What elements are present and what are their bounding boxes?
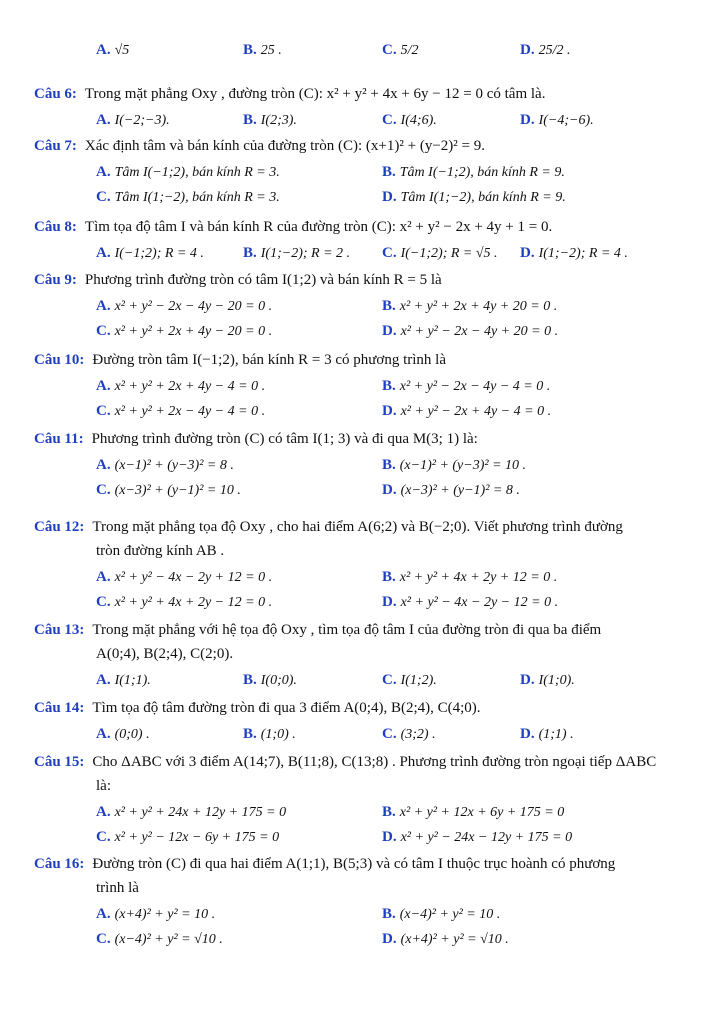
question-stem (34, 270, 442, 290)
answer-option-b[interactable] (243, 670, 297, 691)
question-text: Trong mặt phẳng tọa độ Oxy , cho hai điểm A(6;2) và B(−2;0). Viết phương trình đường (92, 519, 623, 535)
answer-option-d[interactable] (382, 480, 520, 501)
question-number: Câu 7: (34, 138, 77, 154)
option-text: (x−3)² + (y−1)² = 10 . (114, 483, 241, 498)
question-number: Câu 11: (34, 431, 84, 447)
option-text: x² + y² + 24x + 12y + 175 = 0 (114, 805, 287, 820)
option-text: x² + y² + 2x + 4y + 20 = 0 . (399, 299, 558, 314)
answer-option-d[interactable] (520, 670, 575, 691)
option-text: (x−4)² + y² = √10 . (114, 932, 223, 947)
question-text: Cho ΔABC với 3 điểm A(14;7), B(11;8), C(13;8) . Phương trình đường tròn ngoại tiếp ΔABC (92, 754, 657, 770)
option-text: x² + y² − 2x − 4y + 20 = 0 . (400, 324, 559, 339)
answer-option-d[interactable] (382, 929, 509, 950)
option-label: B. (243, 112, 257, 128)
option-text: (x+4)² + y² = √10 . (400, 932, 509, 947)
question-text-continued: là: (96, 778, 111, 794)
option-text: I(1;−2); R = 2 . (260, 246, 351, 261)
question-stem (34, 350, 446, 370)
answer-option-c[interactable] (382, 110, 437, 131)
question-text: Phương trình đường tròn có tâm I(1;2) và bán kính R = 5 là (84, 272, 442, 288)
question-text-continued: A(0;4), B(2;4), C(2;0). (96, 646, 234, 662)
option-label: B. (382, 457, 396, 473)
option-text: 25/2 . (538, 43, 571, 58)
answer-option-b[interactable] (382, 296, 557, 317)
answer-option-d[interactable] (382, 401, 551, 422)
option-label: C. (96, 829, 111, 845)
option-label: C. (382, 672, 397, 688)
option-label: B. (382, 906, 396, 922)
option-text: I(1;−2); R = 4 . (538, 246, 628, 261)
answer-option-b[interactable] (382, 455, 526, 476)
option-label: C. (382, 726, 397, 742)
option-label: D. (382, 189, 397, 205)
answer-option-a[interactable] (96, 296, 272, 317)
answer-option-a[interactable] (96, 670, 151, 691)
answer-option-a[interactable] (96, 376, 265, 397)
answer-option-a[interactable] (96, 724, 150, 745)
answer-option-d[interactable] (520, 40, 570, 61)
option-label: C. (96, 403, 111, 419)
question-number: Câu 13: (34, 622, 85, 638)
option-text: 5/2 (400, 43, 419, 58)
option-text: x² + y² + 2x + 4y − 20 = 0 . (114, 324, 273, 339)
option-text: (1;1) . (538, 727, 574, 742)
question-stem (34, 517, 623, 537)
answer-option-a[interactable] (96, 110, 170, 131)
option-label: A. (96, 726, 111, 742)
option-label: C. (382, 112, 397, 128)
option-label: D. (520, 672, 535, 688)
question-stem (34, 136, 485, 156)
option-text: (x−3)² + (y−1)² = 8 . (400, 483, 520, 498)
option-text: x² + y² − 4x − 2y + 12 = 0 . (114, 570, 273, 585)
option-text: x² + y² − 4x − 2y − 12 = 0 . (400, 595, 559, 610)
option-text: I(−4;−6). (538, 113, 594, 128)
question-text: Trong mặt phẳng với hệ tọa độ Oxy , tìm tọa độ tâm I của đường tròn đi qua ba điểm (92, 622, 602, 638)
option-label: B. (243, 672, 257, 688)
answer-option-c[interactable] (96, 480, 241, 501)
answer-option-c[interactable] (96, 321, 272, 342)
answer-option-a[interactable] (96, 904, 215, 925)
answer-option-c[interactable] (382, 40, 418, 61)
option-text: x² + y² + 4x + 2y − 12 = 0 . (114, 595, 273, 610)
answer-option-c[interactable] (96, 827, 279, 848)
question-number: Câu 14: (34, 700, 85, 716)
question-stem (34, 620, 601, 640)
question-stem (34, 84, 545, 104)
option-text: 25 . (260, 43, 282, 58)
question-text: Đường tròn (C) đi qua hai điểm A(1;1), B(5;3) và có tâm I thuộc trục hoành có phương (92, 856, 616, 872)
option-label: A. (96, 112, 111, 128)
question-stem (34, 698, 481, 718)
answer-option-a[interactable] (96, 40, 129, 61)
option-text: I(4;6). (400, 113, 437, 128)
answer-option-b[interactable] (243, 110, 297, 131)
option-label: B. (382, 378, 396, 394)
option-text: x² + y² − 2x − 4y − 20 = 0 . (114, 299, 273, 314)
option-label: C. (96, 931, 111, 947)
question-number: Câu 16: (34, 856, 85, 872)
option-label: A. (96, 804, 111, 820)
question-text-continued: tròn đường kính AB . (96, 543, 225, 559)
answer-option-b[interactable] (382, 802, 564, 823)
question-number: Câu 8: (34, 219, 77, 235)
option-text: (0;0) . (114, 727, 150, 742)
question-number: Câu 9: (34, 272, 77, 288)
question-number: Câu 15: (34, 754, 85, 770)
question-text: Xác định tâm và bán kính của đường tròn (C): (x+1)² + (y−2)² = 9. (84, 138, 485, 154)
question-stem (34, 854, 615, 874)
answer-option-b[interactable] (243, 243, 350, 264)
option-label: B. (382, 804, 396, 820)
option-text: x² + y² + 2x − 4y − 4 = 0 . (114, 404, 266, 419)
question-stem (34, 752, 656, 772)
option-label: A. (96, 42, 111, 58)
question-number: Câu 10: (34, 352, 85, 368)
answer-option-b[interactable] (382, 904, 500, 925)
question-number: Câu 12: (34, 519, 85, 535)
option-text: x² + y² + 2x + 4y − 4 = 0 . (114, 379, 266, 394)
option-label: A. (96, 378, 111, 394)
option-label: C. (96, 482, 111, 498)
question-text: Tìm tọa độ tâm I và bán kính R của đường tròn (C): x² + y² − 2x + 4y + 1 = 0. (84, 219, 553, 235)
option-label: A. (96, 457, 111, 473)
option-text: (x−4)² + y² = 10 . (399, 907, 501, 922)
option-text: (3;2) . (400, 727, 436, 742)
option-label: B. (243, 245, 257, 261)
option-label: D. (382, 403, 397, 419)
option-label: D. (382, 829, 397, 845)
option-label: D. (520, 245, 535, 261)
answer-option-d[interactable] (520, 243, 628, 264)
option-text: (1;0) . (260, 727, 296, 742)
question-stem (34, 429, 478, 449)
option-label: B. (243, 42, 257, 58)
option-text: x² + y² − 24x − 12y + 175 = 0 (400, 830, 573, 845)
option-text: I(−1;2); R = 4 . (114, 246, 204, 261)
answer-option-d[interactable] (382, 187, 566, 208)
question-number: Câu 6: (34, 86, 77, 102)
option-label: A. (96, 569, 111, 585)
answer-option-a[interactable] (96, 455, 234, 476)
option-text: x² + y² − 12x − 6y + 175 = 0 (114, 830, 280, 845)
answer-option-c[interactable] (96, 929, 223, 950)
option-text: I(0;0). (260, 673, 297, 688)
question-text: Tìm tọa độ tâm đường tròn đi qua 3 điểm A(0;4), B(2;4), C(4;0). (92, 700, 481, 716)
option-label: C. (382, 245, 397, 261)
answer-option-b[interactable] (382, 567, 557, 588)
option-text: I(1;2). (400, 673, 437, 688)
option-label: A. (96, 298, 111, 314)
option-text: Tâm I(−1;2), bán kính R = 3. (114, 165, 280, 180)
answer-option-c[interactable] (382, 670, 437, 691)
option-text: √5 (114, 43, 130, 58)
option-label: D. (382, 482, 397, 498)
option-text: Tâm I(−1;2), bán kính R = 9. (399, 165, 565, 180)
option-label: C. (96, 189, 111, 205)
option-text: I(1;1). (114, 673, 151, 688)
question-text: Trong mặt phẳng Oxy , đường tròn (C): x² + y² + 4x + 6y − 12 = 0 có tâm là. (84, 86, 546, 102)
option-label: B. (382, 298, 396, 314)
option-label: D. (382, 323, 397, 339)
answer-option-c[interactable] (382, 243, 498, 264)
option-label: A. (96, 164, 111, 180)
option-label: B. (243, 726, 257, 742)
option-text: Tâm I(1;−2), bán kính R = 9. (400, 190, 566, 205)
option-label: B. (382, 164, 396, 180)
option-text: I(1;0). (538, 673, 575, 688)
option-label: D. (382, 931, 397, 947)
answer-option-d[interactable] (520, 724, 574, 745)
question-text: Phương trình đường tròn (C) có tâm I(1; 3) và đi qua M(3; 1) là: (91, 431, 478, 447)
question-text: Đường tròn tâm I(−1;2), bán kính R = 3 có phương trình là (92, 352, 446, 368)
option-text: (x−1)² + (y−3)² = 8 . (114, 458, 234, 473)
answer-option-b[interactable] (382, 162, 565, 183)
answer-option-d[interactable] (382, 592, 558, 613)
answer-option-c[interactable] (96, 401, 265, 422)
option-text: (x+4)² + y² = 10 . (114, 907, 216, 922)
option-label: A. (96, 906, 111, 922)
option-label: D. (520, 42, 535, 58)
option-label: C. (382, 42, 397, 58)
option-label: B. (382, 569, 396, 585)
option-text: (x−1)² + (y−3)² = 10 . (399, 458, 527, 473)
answer-option-b[interactable] (243, 40, 282, 61)
option-label: D. (520, 112, 535, 128)
option-label: A. (96, 245, 111, 261)
answer-option-a[interactable] (96, 243, 204, 264)
option-text: x² + y² − 2x − 4y − 4 = 0 . (399, 379, 551, 394)
answer-option-a[interactable] (96, 567, 272, 588)
answer-option-d[interactable] (382, 827, 572, 848)
answer-option-b[interactable] (243, 724, 296, 745)
option-text: I(2;3). (260, 113, 297, 128)
option-label: A. (96, 672, 111, 688)
question-stem (34, 217, 552, 237)
answer-option-c[interactable] (96, 592, 272, 613)
answer-option-c[interactable] (96, 187, 280, 208)
answer-option-d[interactable] (382, 321, 558, 342)
option-label: D. (382, 594, 397, 610)
answer-option-a[interactable] (96, 162, 280, 183)
answer-option-d[interactable] (520, 110, 594, 131)
option-text: x² + y² − 2x + 4y − 4 = 0 . (400, 404, 552, 419)
option-label: D. (520, 726, 535, 742)
question-text-continued: trình là (96, 880, 139, 896)
option-text: x² + y² + 12x + 6y + 175 = 0 (399, 805, 565, 820)
option-text: I(−2;−3). (114, 113, 170, 128)
option-text: I(−1;2); R = √5 . (400, 246, 498, 261)
option-text: Tâm I(1;−2), bán kính R = 3. (114, 190, 280, 205)
option-label: C. (96, 594, 111, 610)
option-label: C. (96, 323, 111, 339)
answer-option-a[interactable] (96, 802, 286, 823)
answer-option-b[interactable] (382, 376, 550, 397)
answer-option-c[interactable] (382, 724, 436, 745)
option-text: x² + y² + 4x + 2y + 12 = 0 . (399, 570, 558, 585)
